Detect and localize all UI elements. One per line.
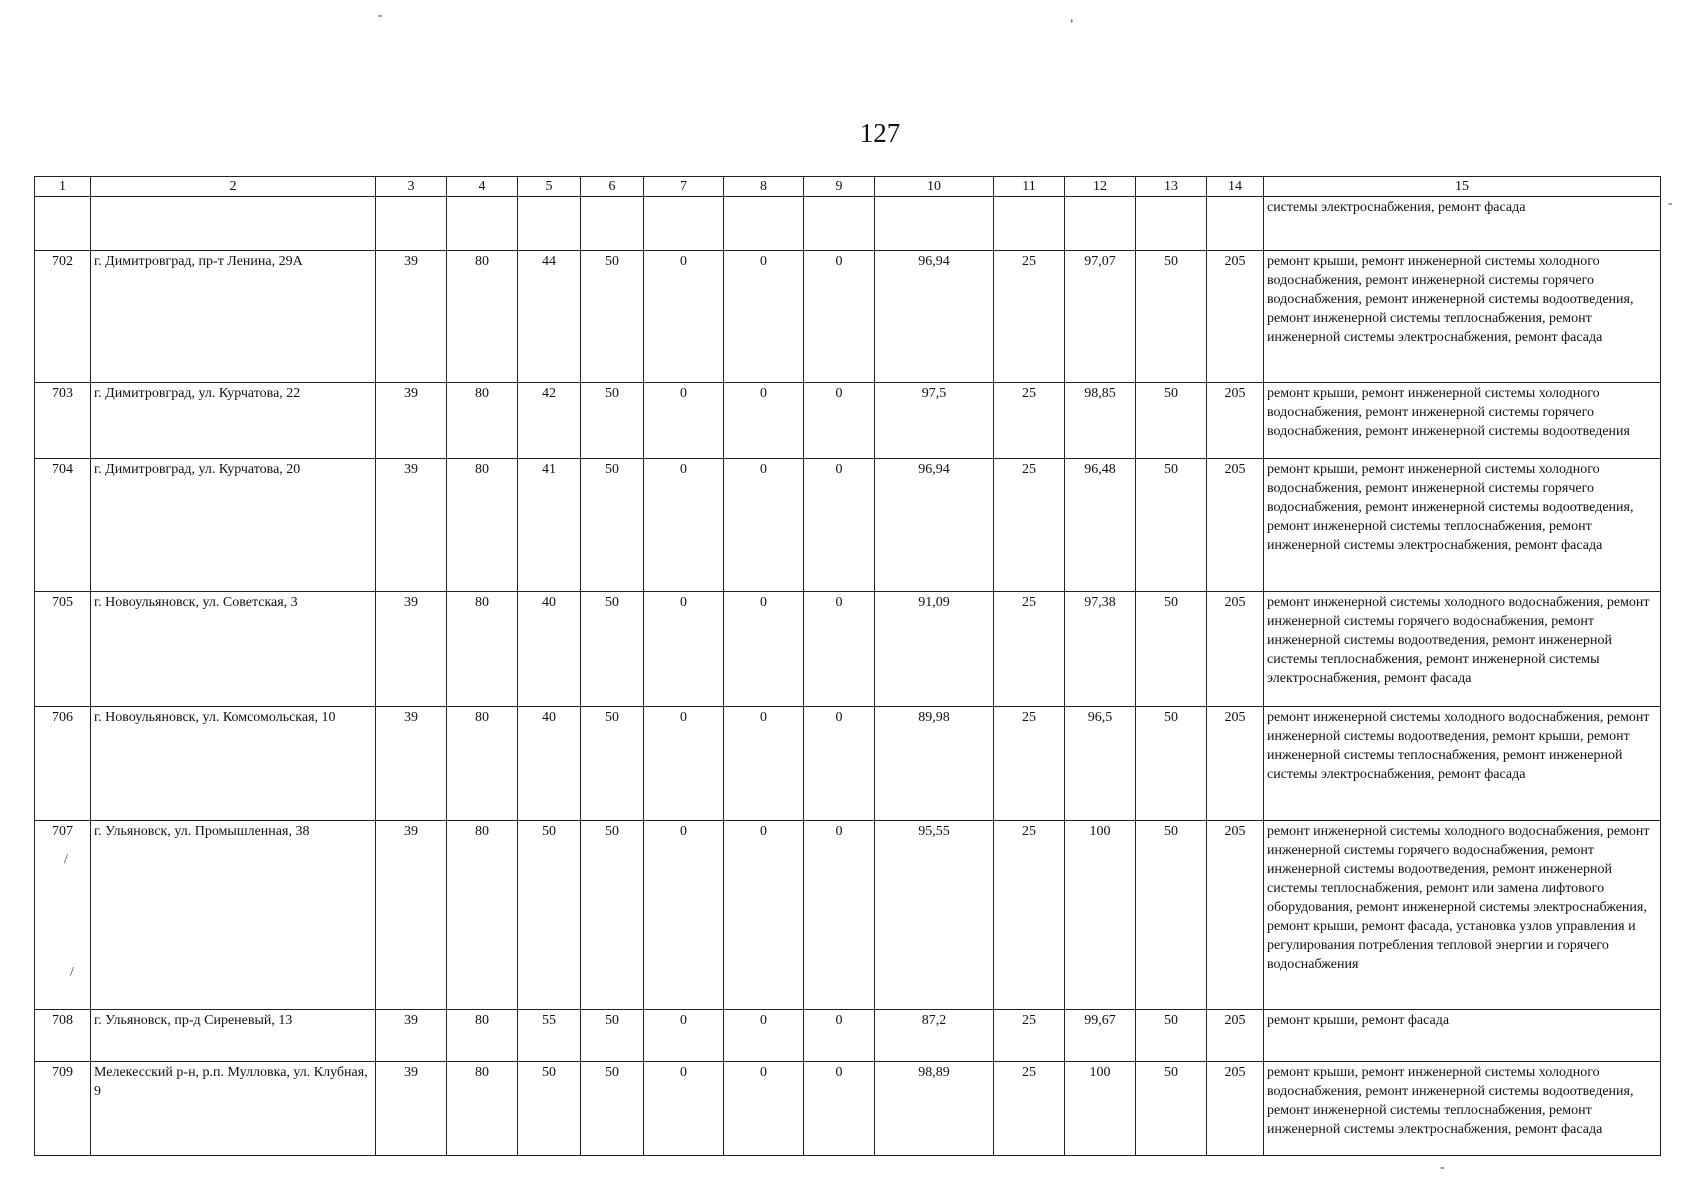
column-number-row	[35, 177, 1661, 197]
value-cell: 0	[724, 383, 804, 459]
value-cell: 50	[1136, 383, 1207, 459]
col-header: 7	[644, 177, 724, 197]
value-cell: 80	[447, 592, 518, 707]
value-cell: 25	[994, 251, 1065, 383]
value-cell: 0	[804, 459, 875, 592]
value-cell: 96,94	[875, 251, 994, 383]
value-cell: 0	[644, 251, 724, 383]
value-cell: 25	[994, 821, 1065, 1010]
address-cell: г. Ульяновск, ул. Промышленная, 38	[91, 821, 376, 1010]
value-cell: 80	[447, 251, 518, 383]
value-cell: 99,67	[1065, 1010, 1136, 1062]
value-cell: 96,5	[1065, 707, 1136, 821]
col-header: 1	[35, 177, 91, 197]
col-header: 2	[91, 177, 376, 197]
value-cell: 100	[1065, 1062, 1136, 1156]
value-cell: 25	[994, 383, 1065, 459]
value-cell: 205	[1207, 1010, 1264, 1062]
address-cell: г. Димитровград, ул. Курчатова, 20	[91, 459, 376, 592]
col-header: 13	[1136, 177, 1207, 197]
value-cell: 50	[581, 1010, 644, 1062]
value-cell: 50	[581, 459, 644, 592]
value-cell: 0	[804, 1062, 875, 1156]
value-cell: 0	[644, 821, 724, 1010]
address-cell: г. Димитровград, пр-т Ленина, 29А	[91, 251, 376, 383]
value-cell: 91,09	[875, 592, 994, 707]
value-cell: 50	[1136, 1010, 1207, 1062]
col-header: 15	[1264, 177, 1661, 197]
value-cell: 205	[1207, 459, 1264, 592]
value-cell: 80	[447, 383, 518, 459]
table-row	[35, 1062, 1661, 1156]
value-cell: 39	[376, 707, 447, 821]
value-cell: 100	[1065, 821, 1136, 1010]
col-header: 9	[804, 177, 875, 197]
value-cell: 50	[1136, 251, 1207, 383]
value-cell: 97,5	[875, 383, 994, 459]
value-cell: 0	[724, 592, 804, 707]
value-cell: 0	[724, 251, 804, 383]
value-cell: 96,48	[1065, 459, 1136, 592]
speck: -	[378, 8, 383, 23]
value-cell: 25	[994, 1062, 1065, 1156]
col-header: 5	[518, 177, 581, 197]
value-cell: 97,38	[1065, 592, 1136, 707]
row-number: 707	[35, 821, 91, 1010]
value-cell: 0	[804, 383, 875, 459]
value-cell: 39	[376, 592, 447, 707]
works-cell: ремонт инженерной системы холодного водоснабжения, ремонт инженерной системы водоотведения, ремонт крыши, ремонт инженерной системы теплоснабжения, ремонт инженерной системы электроснабжения, ремонт фасада	[1264, 707, 1661, 821]
value-cell: 25	[994, 592, 1065, 707]
value-cell: 205	[1207, 1062, 1264, 1156]
value-cell: 0	[724, 707, 804, 821]
carryover-row	[35, 197, 1661, 251]
row-number: 708	[35, 1010, 91, 1062]
page-number: 127	[859, 118, 901, 148]
value-cell: 80	[447, 1062, 518, 1156]
works-cell: ремонт крыши, ремонт инженерной системы холодного водоснабжения, ремонт инженерной системы водоотведения, ремонт инженерной системы теплоснабжения, ремонт инженерной системы электроснабжения, ремонт фасада	[1264, 1062, 1661, 1156]
col-header: 3	[376, 177, 447, 197]
value-cell: 50	[1136, 821, 1207, 1010]
value-cell: 0	[804, 707, 875, 821]
row-number: 704	[35, 459, 91, 592]
value-cell: 0	[804, 1010, 875, 1062]
value-cell: 42	[518, 383, 581, 459]
address-cell: г. Новоульяновск, ул. Комсомольская, 10	[91, 707, 376, 821]
value-cell: 205	[1207, 251, 1264, 383]
value-cell: 205	[1207, 592, 1264, 707]
value-cell: 98,89	[875, 1062, 994, 1156]
value-cell: 0	[724, 1010, 804, 1062]
table-row	[35, 459, 1661, 592]
value-cell: 205	[1207, 383, 1264, 459]
table-row	[35, 821, 1661, 1010]
address-cell: г. Ульяновск, пр-д Сиреневый, 13	[91, 1010, 376, 1062]
value-cell: 25	[994, 707, 1065, 821]
value-cell: 40	[518, 592, 581, 707]
table-row	[35, 592, 1661, 707]
value-cell: 44	[518, 251, 581, 383]
value-cell: 0	[724, 459, 804, 592]
speck: -	[1668, 196, 1673, 211]
speck: /	[70, 965, 74, 980]
value-cell: 95,55	[875, 821, 994, 1010]
value-cell: 50	[1136, 459, 1207, 592]
carryover-works: системы электроснабжения, ремонт фасада	[1264, 197, 1661, 251]
value-cell: 80	[447, 1010, 518, 1062]
value-cell: 39	[376, 459, 447, 592]
speck: /	[64, 852, 68, 867]
value-cell: 39	[376, 1062, 447, 1156]
works-cell: ремонт крыши, ремонт инженерной системы холодного водоснабжения, ремонт инженерной системы горячего водоснабжения, ремонт инженерной системы водоотведения, ремонт инженерной системы теплоснабжения, ремонт инженерной системы электроснабжения, ремонт фасада	[1264, 251, 1661, 383]
table-row	[35, 251, 1661, 383]
value-cell: 50	[581, 251, 644, 383]
value-cell: 0	[724, 821, 804, 1010]
row-number: 706	[35, 707, 91, 821]
value-cell: 50	[1136, 1062, 1207, 1156]
row-number: 709	[35, 1062, 91, 1156]
value-cell: 50	[581, 707, 644, 821]
value-cell: 0	[724, 1062, 804, 1156]
value-cell: 50	[581, 821, 644, 1010]
value-cell: 0	[804, 821, 875, 1010]
col-header: 14	[1207, 177, 1264, 197]
works-cell: ремонт крыши, ремонт инженерной системы холодного водоснабжения, ремонт инженерной системы горячего водоснабжения, ремонт инженерной системы водоотведения, ремонт инженерной системы теплоснабжения, ремонт инженерной системы электроснабжения, ремонт фасада	[1264, 459, 1661, 592]
table-row	[35, 1010, 1661, 1062]
col-header: 10	[875, 177, 994, 197]
register-table	[34, 176, 1661, 1156]
value-cell: 0	[644, 383, 724, 459]
value-cell: 50	[1136, 707, 1207, 821]
row-number: 703	[35, 383, 91, 459]
col-header: 11	[994, 177, 1065, 197]
speck: -	[1440, 1160, 1445, 1175]
value-cell: 89,98	[875, 707, 994, 821]
works-cell: ремонт инженерной системы холодного водоснабжения, ремонт инженерной системы горячего водоснабжения, ремонт инженерной системы водоотведения, ремонт инженерной системы теплоснабжения, ремонт или замена лифтового оборудования, ремонт инженерной системы электроснабжения, ремонт крыши, ремонт фасада, установка узлов управления и регулирования потребления тепловой энергии и горячего водоснабжения	[1264, 821, 1661, 1010]
speck: ,	[1070, 10, 1074, 25]
value-cell: 80	[447, 459, 518, 592]
col-header: 8	[724, 177, 804, 197]
works-cell: ремонт крыши, ремонт инженерной системы холодного водоснабжения, ремонт инженерной системы горячего водоснабжения, ремонт инженерной системы водоотведения	[1264, 383, 1661, 459]
table-row	[35, 383, 1661, 459]
value-cell: 25	[994, 1010, 1065, 1062]
value-cell: 50	[581, 592, 644, 707]
value-cell: 87,2	[875, 1010, 994, 1062]
value-cell: 50	[1136, 592, 1207, 707]
value-cell: 80	[447, 707, 518, 821]
value-cell: 0	[644, 1062, 724, 1156]
table-row	[35, 707, 1661, 821]
value-cell: 41	[518, 459, 581, 592]
value-cell: 0	[804, 592, 875, 707]
value-cell: 25	[994, 459, 1065, 592]
value-cell: 96,94	[875, 459, 994, 592]
value-cell: 50	[518, 821, 581, 1010]
value-cell: 0	[644, 592, 724, 707]
value-cell: 205	[1207, 821, 1264, 1010]
col-header: 12	[1065, 177, 1136, 197]
value-cell: 205	[1207, 707, 1264, 821]
value-cell: 39	[376, 1010, 447, 1062]
address-cell: г. Димитровград, ул. Курчатова, 22	[91, 383, 376, 459]
value-cell: 39	[376, 821, 447, 1010]
value-cell: 0	[644, 1010, 724, 1062]
value-cell: 39	[376, 383, 447, 459]
col-header: 4	[447, 177, 518, 197]
value-cell: 0	[804, 251, 875, 383]
value-cell: 98,85	[1065, 383, 1136, 459]
address-cell: Мелекесский р-н, р.п. Мулловка, ул. Клубная, 9	[91, 1062, 376, 1156]
value-cell: 50	[581, 1062, 644, 1156]
row-number: 705	[35, 592, 91, 707]
value-cell: 80	[447, 821, 518, 1010]
value-cell: 39	[376, 251, 447, 383]
value-cell: 50	[518, 1062, 581, 1156]
row-number: 702	[35, 251, 91, 383]
value-cell: 0	[644, 459, 724, 592]
works-cell: ремонт крыши, ремонт фасада	[1264, 1010, 1661, 1062]
value-cell: 40	[518, 707, 581, 821]
value-cell: 0	[644, 707, 724, 821]
value-cell: 97,07	[1065, 251, 1136, 383]
col-header: 6	[581, 177, 644, 197]
value-cell: 55	[518, 1010, 581, 1062]
value-cell: 50	[581, 383, 644, 459]
works-cell: ремонт инженерной системы холодного водоснабжения, ремонт инженерной системы горячего водоснабжения, ремонт инженерной системы водоотведения, ремонт инженерной системы теплоснабжения, ремонт инженерной системы электроснабжения, ремонт фасада	[1264, 592, 1661, 707]
address-cell: г. Новоульяновск, ул. Советская, 3	[91, 592, 376, 707]
